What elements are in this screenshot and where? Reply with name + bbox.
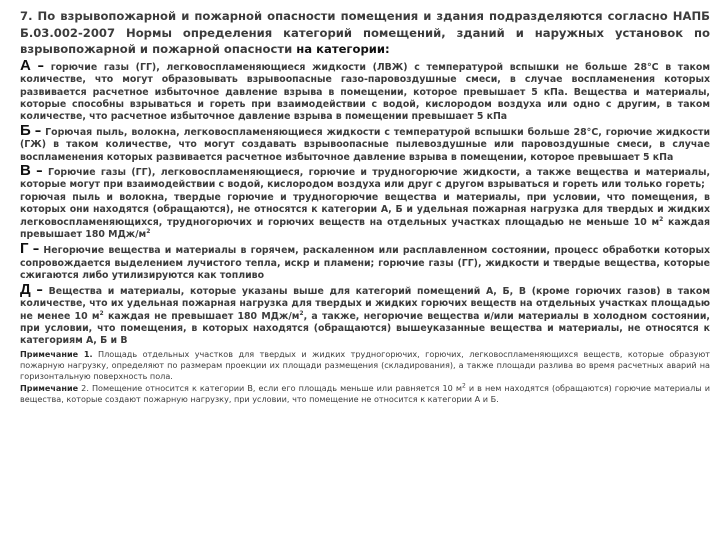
category-dash: – bbox=[36, 282, 43, 298]
superscript: 2 bbox=[299, 309, 304, 317]
category-description-continued: , а также, негорючие вещества и/или материалы в холодном состоянии, при условии, что помещения, в которых находятся (обращаются) вышеуказанные вещества и материалы, не относятся к категориям А, Б и В bbox=[20, 310, 710, 347]
title-main-text: 7. По взрывопожарной и пожарной опасности помещения и здания подразделяются согласно НАПБ Б.03.002-2007 Нормы определения категорий помещений, зданий и наружных установок по взрывопожарной и пожарной опасности bbox=[20, 9, 710, 57]
category-description: Вещества и материалы, которые указаны выше для категорий помещений А, Б, В (кроме горючих газов) в таком количестве, что их удельная пожарная нагрузка для твердых и жидких горючих веществ на отдельных участках площадью не менее 10 м bbox=[20, 285, 711, 322]
category-dash: – bbox=[32, 242, 40, 258]
note-text-continued: и в нем находятся (обращаются) горючие материалы и вещества, которые создают пожарную нагрузку, при условии, что помещение не относится к категории А и Б. bbox=[20, 382, 710, 404]
category-dash: – bbox=[37, 58, 45, 74]
category-letter: Г bbox=[20, 240, 29, 258]
note-text: Площадь отдельных участков для твердых и жидких трудногорючих, горючих, легковоспламеняющихся веществ, которые образуют пожарную нагрузку, определяют по размерам проекции их площади размещения (складирования), а также площади разлива во время расчетных аварий на горизонтальную поверхность пола. bbox=[20, 348, 711, 382]
category-b bbox=[20, 121, 711, 164]
category-description-continued: каждая не превышает 180 МДж/м bbox=[103, 310, 300, 322]
category-d bbox=[20, 280, 711, 348]
category-description: Негорючие вещества и материалы в горячем, раскаленном или расплавленном состоянии, процесс обработки которых сопровождается выделением лучистого тепла, искр и пламени; горючие газы (ГГ), жидкости и твердые вещества, которые сжигаются либо утилизируются как топливо bbox=[20, 245, 711, 282]
category-letter: В bbox=[20, 162, 31, 180]
superscript: 2 bbox=[461, 381, 466, 389]
note-label: Примечание 1. bbox=[20, 348, 93, 359]
note-label: Примечание bbox=[20, 382, 79, 393]
superscript: 2 bbox=[659, 215, 664, 223]
category-letter: Б bbox=[20, 121, 31, 139]
category-description-continued: каждая превышает 180 МДж/м bbox=[20, 216, 710, 241]
superscript: 2 bbox=[146, 227, 151, 235]
category-g bbox=[20, 240, 711, 282]
category-dash: – bbox=[34, 123, 42, 139]
note-text: 2. Помещение относится к категории В, если его площадь меньше или равняется 10 м bbox=[78, 382, 462, 393]
category-description: Горючая пыль, волокна, легковоспламеняющиеся жидкости с температурой вспышки больше 28°С, горючие жидкости (ГЖ) в таком количестве, что могут создавать взрывоопасные пылевоздушные или паровоздушные смеси, в случае воспламенения которых развивается расчетное избыточное давление взрыва в помещении, которое превышает 5 кПа bbox=[20, 126, 711, 163]
note-1 bbox=[20, 349, 710, 383]
category-dash: – bbox=[36, 164, 43, 180]
slide-title bbox=[20, 8, 710, 58]
category-letter: Д bbox=[20, 280, 31, 298]
superscript: 2 bbox=[99, 309, 104, 317]
category-letter: А bbox=[20, 56, 31, 74]
note-2 bbox=[20, 383, 710, 406]
category-description: Горючие газы (ГГ), легковоспламеняющиеся, горючие и трудногорючие жидкости, а также вещества и материалы, которые могут при взаимодействии с водой, кислородом воздуха или друг с другом взрываться и гореть или только гореть; bbox=[20, 167, 711, 191]
category-a bbox=[20, 56, 711, 124]
category-v bbox=[20, 162, 711, 241]
title-emphasis-text: на категории: bbox=[296, 42, 390, 57]
category-description-continued: горючая пыль и волокна, твердые горючие и трудногорючие вещества и материалы, при условии, что помещения, в которых они находятся (обращаются), не относятся к категории А, Б и удельная пожарная нагрузка для твердых и жидких легковоспламеняющихся, трудногорючих и горючих веществ на отдельных участках площадью не меньше 10 м bbox=[20, 191, 710, 228]
category-description: горючие газы (ГГ), легковоспламеняющиеся жидкости (ЛВЖ) с температурой вспышки не больше 28°С в таком количестве, что могут образовывать взрывоопасные газо-паровоздушные смеси, в случае воспламенения которых развивается расчетное избыточное давление взрыва в помещении, которое превышает 5 кПа. Вещества и материалы, которые способны взрываться и гореть при взаимодействии с водой, кислородом воздуха или одно с другим, в таком количестве, что расчетное избыточное давление взрыва в помещении превышает 5 кПа bbox=[20, 61, 711, 123]
